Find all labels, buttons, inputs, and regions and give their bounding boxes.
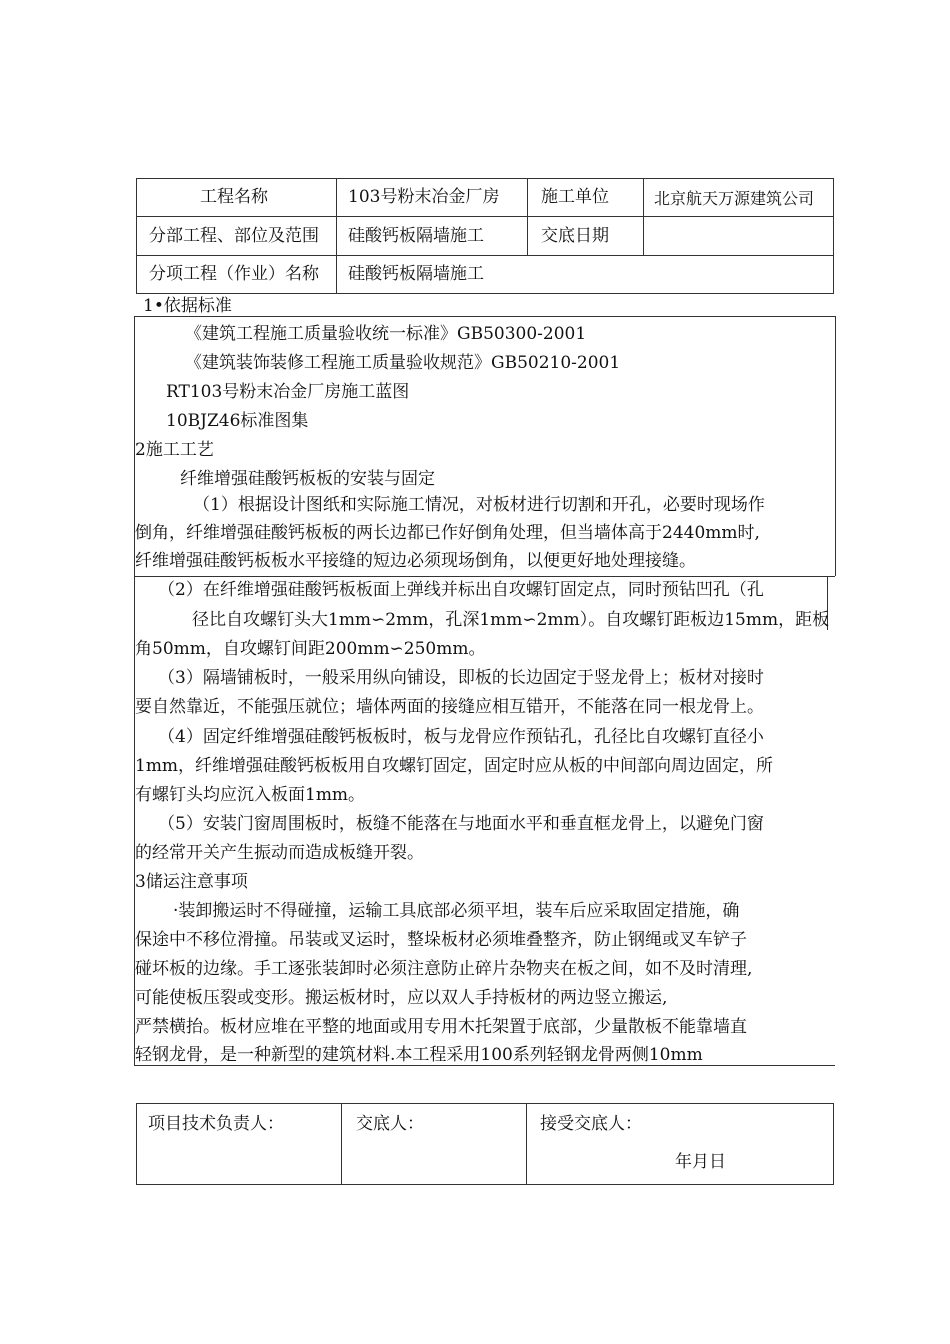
paragraph-3-line-2: 要自然靠近，不能强压就位；墙体两面的接缝应相互错开，不能落在同一根龙骨上。	[135, 697, 764, 717]
project-name-label: 工程名称	[200, 187, 268, 207]
standard-line-2: 《建筑装饰装修工程施工质量验收规范》GB50210-2001	[185, 353, 621, 373]
item-project-label: 分项工程（作业）名称	[149, 264, 319, 284]
standard-line-4: 10BJZ46标准图集	[166, 411, 309, 431]
section-2-title: 2施工工艺	[135, 440, 214, 460]
construction-unit-value: 北京航天万源建筑公司	[654, 189, 815, 208]
item-project-value: 硅酸钙板隔墙施工	[348, 264, 484, 284]
construction-unit-label: 施工单位	[541, 187, 609, 207]
paragraph-1-line-2: 倒角，纤维增强硅酸钙板板的两长边都已作好倒角处理，但当墙体高于2440mm时,	[135, 523, 760, 543]
paragraph-1-line-1: （1）根据设计图纸和实际施工情况，对板材进行切割和开孔，必要时现场作	[193, 495, 765, 515]
storage-line-4: 可能使板压裂或变形。搬运板材时，应以双人手持板材的两边竖立搬运,	[135, 988, 668, 1008]
paragraph-4-line-2: 1mm，纤维增强硅酸钙板板用自攻螺钉固定，固定时应从板的中间部向周边固定，所	[135, 756, 774, 776]
sign-date: 年月日	[675, 1152, 726, 1172]
handover-person-label: 交底人：	[356, 1114, 424, 1134]
paragraph-1-line-3: 纤维增强硅酸钙板板水平接缝的短边必须现场倒角，以便更好地处理接缝。	[135, 551, 696, 571]
paragraph-5-line-1: （5）安装门窗周围板时，板缝不能落在与地面水平和垂直框龙骨上，以避免门窗	[158, 814, 764, 834]
sub-project-label-cell	[137, 217, 335, 254]
paragraph-2-line-3: 角50mm，自攻螺钉间距200mm∽250mm。	[135, 639, 486, 659]
storage-line-6: 轻钢龙骨，是一种新型的建筑材料.本工程采用100系列轻钢龙骨两侧10mm	[135, 1045, 703, 1065]
paragraph-4-line-1: （4）固定纤维增强硅酸钙板板时，板与龙骨应作预钻孔，孔径比自攻螺钉直径小	[158, 727, 764, 747]
paragraph-2-line-1: （2）在纤维增强硅酸钙板板面上弹线并标出自攻螺钉固定点，同时预钻凹孔（孔	[158, 580, 764, 600]
storage-line-1: ·装卸搬运时不得碰撞，运输工具底部必须平坦，装车后应采取固定措施，确	[173, 901, 740, 921]
paragraph-4-line-3: 有螺钉头均应沉入板面1mm。	[135, 785, 366, 805]
sub-project-label: 分部工程、部位及范围	[149, 226, 319, 246]
paragraph-3-line-1: （3）隔墙铺板时，一般采用纵向铺设，即板的长边固定于竖龙骨上；板材对接时	[158, 668, 764, 688]
receiver-label: 接受交底人：	[540, 1114, 642, 1134]
handover-date-label: 交底日期	[541, 226, 609, 246]
project-name-value: 103号粉末冶金厂房	[348, 187, 500, 207]
storage-line-2: 保途中不移位滑撞。吊装或叉运时，整垛板材必须堆叠整齐，防止钢绳或叉车铲子	[135, 930, 747, 950]
storage-line-5: 严禁横抬。板材应堆在平整的地面或用专用木托架置于底部，少量散板不能靠墙直	[135, 1017, 747, 1037]
sub-project-value: 硅酸钙板隔墙施工	[348, 226, 484, 246]
storage-line-3: 碰坏板的边缘。手工逐张装卸时必须注意防止碎片杂物夹在板之间，如不及时清理,	[135, 959, 753, 979]
standard-line-1: 《建筑工程施工质量验收统一标准》GB50300-2001	[185, 324, 587, 344]
item-project-label-cell	[137, 256, 335, 293]
tech-lead-label: 项目技术负责人：	[148, 1114, 284, 1134]
standard-line-3: RT103号粉末冶金厂房施工蓝图	[166, 382, 410, 402]
section-1-title: 1•依据标准	[143, 296, 232, 316]
paragraph-2-line-2: 径比自攻螺钉头大1mm∽2mm，孔深1mm∽2mm）。自攻螺钉距板边15mm，距板	[192, 610, 830, 630]
section-3-title: 3储运注意事项	[135, 872, 248, 892]
paragraph-5-line-2: 的经常开关产生振动而造成板缝开裂。	[135, 843, 424, 863]
section-2-subtitle: 纤维增强硅酸钙板板的安装与固定	[180, 469, 435, 489]
